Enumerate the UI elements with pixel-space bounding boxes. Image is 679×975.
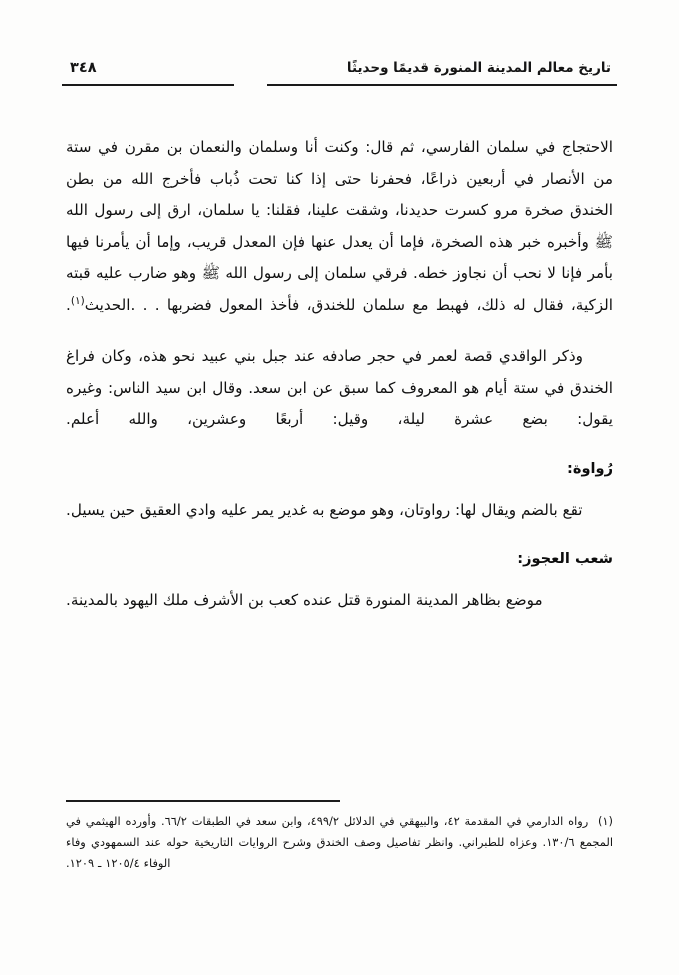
footnote-zone	[66, 800, 613, 874]
header-rule-group	[62, 84, 617, 88]
header-rule-left	[62, 84, 234, 86]
footnote-number: (١)	[597, 814, 613, 828]
footnote-reference-marker: (١)	[70, 294, 85, 307]
footnote-body-text: رواه الدارمي في المقدمة ٤٢، والبيهقي في الدلائل ٤٩٩/٢، وابن سعد في الطبقات ٦٦/٢. وأورده الهيثمي في المجمع ١٣٠/٦. وعزاه للطبراني. وانظر تفاصيل وصف الخندق وشرح الروايات التاريخية حوله عند السمهودي وفاء الوفاء ١٢٠٥/٤ ـ ١٢٠٩.	[66, 814, 613, 870]
paragraph-hadith: الاحتجاج في سلمان الفارسي، ثم قال: وكنت أنا وسلمان والنعمان بن مقرن في ستة من الأنصار في أربعين ذراعًا، فحفرنا حتى إذا كنا تحت ذُباب فأخرج الله من بطن الخندق صخرة مرو كسرت حديدنا، وشقت علينا، فقلنا: يا سلمان، ارق إلى رسول الله ﷺ وأخبره خبر هذه الصخرة، فإما أن يعدل عنها فإن المعدل قريب، وإما أن يأمرنا فيها بأمر فإنا لا نحب أن نجاوز خطه. فرقي سلمان إلى رسول الله ﷺ وهو ضارب عليه قبته الزكية، فقال له ذلك، فهبط مع سلمان للخندق، فأخذ المعول فضربها . . .الحديث$^{(١)}$.	[66, 138, 613, 314]
section-heading-ruwawa: رُواوة:	[567, 459, 613, 477]
paragraph-hadith-tail: الحديث	[84, 295, 131, 314]
section-text-ruwawa: تقع بالضم ويقال لها: رواوتان، وهو موضع به غدير يمر عليه وادي العقيق حين يسيل.	[66, 500, 583, 519]
footnote-separator-rule	[66, 800, 340, 802]
header-rule-right	[267, 84, 617, 86]
paragraph-waqidi: وذكر الواقدي قصة لعمر في حجر صادفه عند جبل بني عبيد نحو هذه، وكان فراغ الخندق في ستة أيام هو المعروف كما سبق عن ابن سعد. وقال ابن سيد الناس: وغيره يقول: بضع عشرة ليلة، وقيل: أربعًا وعشرين، والله أعلم.	[66, 347, 613, 428]
page-body	[66, 132, 613, 632]
paragraph-hadith-text: الاحتجاج في سلمان الفارسي، ثم قال: وكنت أنا وسلمان والنعمان بن مقرن في ستة من الأنصار في أربعين ذراعًا، فحفرنا حتى إذا كنا تحت ذُباب فأخرج الله من بطن الخندق صخرة مرو كسرت حديدنا، وشقت علينا، فقلنا: يا سلمان، ارق إلى رسول الله ﷺ وأخبره خبر هذه الصخرة، فإما أن يعدل عنها فإن المعدل قريب، وإما أن يأمرنا فيها بأمر فإنا لا نحب أن نجاوز خطه. فرقي سلمان إلى رسول الله ﷺ وهو ضارب عليه قبته الزكية، فقال له ذلك، فهبط مع سلمان للخندق، فأخذ المعول فضربها . . .	[66, 138, 613, 314]
section-text-shib-al-ajuz: موضع بظاهر المدينة المنورة قتل عنده كعب بن الأشرف ملك اليهود بالمدينة.	[66, 591, 543, 610]
header-book-title: تاريخ معالم المدينة المنورة قديمًا وحديثًا	[346, 60, 611, 76]
section-heading-shib-al-ajuz: شعب العجوز:	[517, 550, 613, 568]
page-number: ٣٤٨	[70, 60, 97, 76]
running-header	[62, 58, 617, 92]
footnote-entry	[66, 811, 613, 874]
